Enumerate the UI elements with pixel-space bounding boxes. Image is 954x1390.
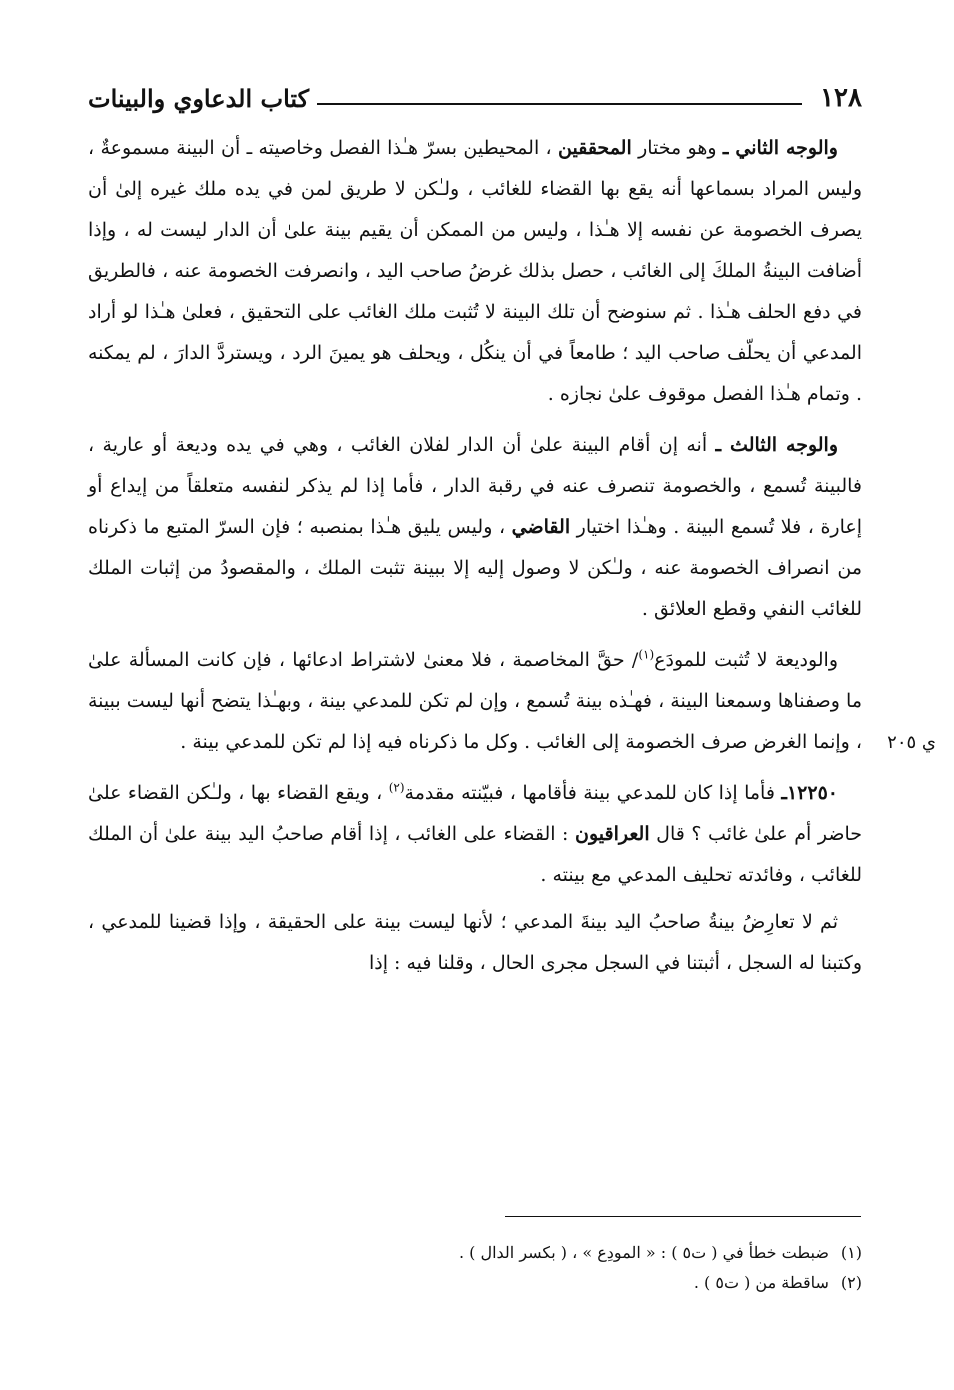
paragraph-text: ثم لا تعارِضُ بينةُ صاحبُ اليد بينةَ المدعي ؛ لأنها ليست بينة على الحقيقة ، وإذا قضينا للمدعي ، وكتبنا له السجل ، أثبتنا في السجل مجرى الحال ، وقلنا فيه : إذا (88, 911, 862, 974)
scholar-name: العراقيون (575, 823, 650, 845)
paragraph-text: : القضاء على الغائب ، إذا أقام صاحبُ اليد بينة علىٰ أن الملك للغائب ، وفائدته تحليف المدعي مع بينته . (88, 823, 862, 886)
paragraph-third-aspect (88, 425, 862, 630)
margin-page-reference: ي ٢٠٥ (887, 732, 936, 753)
paragraph-text: / حقَّ المخاصمة ، فلا معنىٰ لاشتراط ادعائها ، فإن كانت المسألة علىٰ ما وصفناها وسمعنا البينة ، فهـٰذه بينة تُسمع ، وإن لم تكن للمدعي بينة ، وبهـٰذا يتضح أنها ليست ببينة ، وإنما الغرض صرف الخصومة إلى الغائب . وكل ما ذكرناه فيه إذا لم تكن للمدعي بينة . (88, 649, 862, 753)
footnote-marker[interactable]: (١) (638, 647, 655, 662)
paragraph-issue-12250 (88, 773, 862, 896)
footnote-text: ضبطت خطأ في ( ت٥ ) : « المودِع » ، ( بكسر الدال ) . (458, 1243, 829, 1262)
paragraph-text: ، المحيطين بسرّ هـٰذا الفصل وخاصيته ـ أن البينة مسموعةٌ ، وليس المراد بسماعها أنه يقع بها القضاء للغائب ، ولـٰكن لا طريق لمن في يده ملك غيره إلىٰ أن يصرف الخصومة عن نفسه إلا هـٰذا ، وليس من الممكن أن يقيم بينة علىٰ أن الدار ليست له ، وإذا أضافت البينةُ الملكَ إلى الغائب ، حصل بذلك غرضُ صاحب اليد ، وانصرفت الخصومة عنه ، فالطريق في دفع الحلف هـٰذا . ثم سنوضح أن تلك البينة لا تُثبت ملك الغائب على التحقيق ، فعلىٰ هـٰذا لو أراد المدعي أن يحلّف صاحب اليد ؛ طامعاً في أن ينكُل ، ويحلف هو يمينَ الرد ، ويستردَّ الدارَ ، لم يمكنه . وتمام هـٰذا الفصل موقوف علىٰ نجازه . (88, 137, 862, 405)
footnote-text: ساقطة من ( ت٥ ) . (693, 1273, 829, 1292)
paragraph-text: ، ويقع القضاء بها ، ولـٰكن القضاء علىٰ حاضر أم علىٰ غائب ؟ قال (88, 782, 862, 845)
main-text (88, 128, 862, 990)
page-number: ١٢٨ (820, 83, 862, 113)
footnotes (88, 1238, 862, 1298)
paragraph-text: ، وليس يليق هـٰذا بمنصبه ؛ فإن السرّ المتبع ما ذكرناه من انصراف الخصومة عنه ، ولـٰكن لا وصول إليه إلا ببينة تثبت الملك ، والمقصودُ من إثبات الملك للغائب النفي وقطع العلائق . (88, 516, 862, 620)
footnote-separator (505, 1216, 861, 1217)
scholar-name: المحققين (558, 137, 632, 159)
paragraph-text: فأما إذا كان للمدعي بينة فأقامها ، فبيّنته مقدمة (404, 782, 782, 804)
footnote-marker[interactable]: (٢) (388, 780, 405, 795)
page-header (88, 78, 862, 118)
footnote-item (88, 1268, 862, 1298)
header-rule (317, 103, 802, 105)
paragraph-second-aspect (88, 128, 862, 415)
paragraph-deposit (88, 640, 862, 763)
running-title: كتاب الدعاوي والبينات (88, 83, 310, 113)
paragraph-lead: والوجه الثالث ـ (715, 434, 839, 456)
paragraph-text: وهو مختار (631, 137, 723, 159)
footnote-item (88, 1238, 862, 1268)
footnote-number: (١) (840, 1243, 862, 1262)
footnote-number: (٢) (840, 1273, 862, 1292)
paragraph-text: أنه إن أقام البينة علىٰ أن الدار لفلان الغائب ، وهي في يده وديعة أو عارية ، فالبينة تُسمع ، والخصومة تنصرف عنه في رقبة الدار ، فأما إذا لم يذكر لنفسه متعلقاً من إيداع أو إعارة ، فلا تُسمع البينة . وهـٰذا اختيار (88, 434, 863, 538)
paragraph-text: والوديعة لا تُثبت للمودَع (654, 649, 838, 671)
scholar-name: القاضي (511, 516, 571, 538)
paragraph-lead: والوجه الثاني ـ (722, 137, 838, 159)
issue-number: ١٢٢٥٠ـ (781, 782, 838, 804)
paragraph-no-conflict (88, 902, 862, 984)
